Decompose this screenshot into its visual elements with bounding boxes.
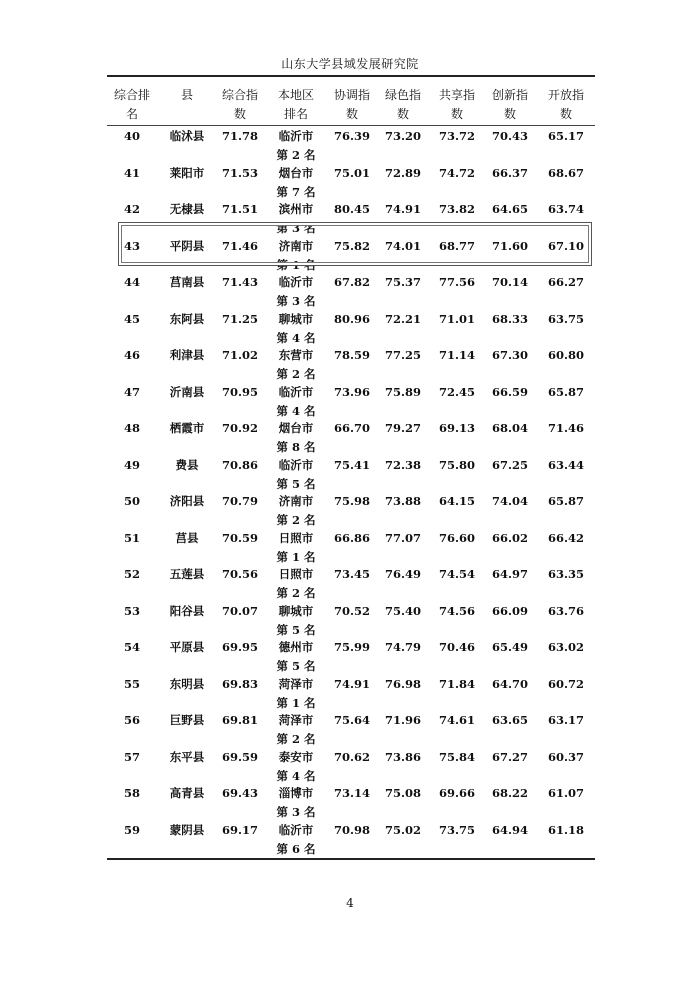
header-rank-line2: 名 bbox=[125, 107, 138, 121]
cell-city: 聊城市 bbox=[278, 603, 314, 618]
cell-local-rank bbox=[268, 821, 324, 859]
cell-coord: 78.59 bbox=[333, 348, 370, 362]
cell-local-rank bbox=[268, 456, 324, 494]
cell-city-rank: 第 1 名 bbox=[276, 695, 316, 710]
header-county-line1: 县 bbox=[180, 88, 193, 102]
cell-index: 71.78 bbox=[221, 129, 258, 143]
cell-local-rank bbox=[268, 419, 324, 457]
cell-rank: 43 bbox=[123, 238, 140, 253]
cell-city-rank: 第 3 名 bbox=[276, 805, 316, 819]
cell-coord: 80.96 bbox=[333, 311, 370, 326]
cell-rank: 52 bbox=[123, 567, 140, 581]
cell-city-rank: 第 7 名 bbox=[276, 184, 316, 199]
cell-local-rank bbox=[268, 748, 324, 786]
cell-rank: 40 bbox=[123, 129, 140, 143]
cell-coord: 70.52 bbox=[333, 603, 370, 618]
cell-county: 栖霞市 bbox=[169, 421, 205, 435]
cell-rank: 50 bbox=[123, 494, 140, 508]
cell-city: 临沂市 bbox=[278, 822, 314, 837]
cell-city: 德州市 bbox=[278, 640, 314, 654]
cell-green: 75.37 bbox=[384, 275, 421, 289]
cell-local-rank bbox=[268, 492, 324, 530]
cell-rank: 41 bbox=[123, 165, 140, 180]
cell-open: 60.80 bbox=[547, 348, 584, 362]
page-number: 4 bbox=[346, 896, 354, 910]
cell-city: 聊城市 bbox=[278, 311, 314, 326]
cell-rank: 57 bbox=[123, 749, 140, 764]
cell-share: 73.82 bbox=[438, 202, 475, 216]
header-county-line2 bbox=[159, 105, 215, 124]
cell-open: 60.72 bbox=[547, 676, 584, 691]
cell-green: 77.07 bbox=[384, 530, 421, 545]
cell-city: 淄博市 bbox=[278, 786, 314, 800]
cell-open: 63.74 bbox=[547, 202, 584, 216]
cell-innov: 64.65 bbox=[491, 202, 528, 216]
cell-index: 70.07 bbox=[221, 603, 258, 618]
cell-city: 滨州市 bbox=[278, 202, 314, 216]
cell-share: 71.84 bbox=[438, 676, 475, 691]
cell-coord: 75.99 bbox=[333, 640, 370, 654]
cell-county: 无棣县 bbox=[169, 202, 205, 216]
cell-county: 东明县 bbox=[169, 676, 205, 691]
header-open-line1: 开放指 bbox=[547, 88, 584, 102]
header-index-line2: 数 bbox=[233, 107, 246, 121]
cell-green: 74.01 bbox=[384, 238, 421, 253]
cell-rank: 58 bbox=[123, 786, 140, 800]
cell-innov: 64.97 bbox=[491, 567, 528, 581]
cell-open: 63.44 bbox=[547, 457, 584, 472]
cell-rank: 49 bbox=[123, 457, 140, 472]
cell-local-rank bbox=[268, 164, 324, 202]
cell-local-rank bbox=[268, 127, 324, 165]
header-rule bbox=[107, 75, 595, 77]
cell-innov: 67.25 bbox=[491, 457, 528, 472]
cell-coord: 66.86 bbox=[333, 530, 370, 545]
cell-city-rank: 第 8 名 bbox=[276, 440, 316, 454]
header-rank-line1: 综合排 bbox=[113, 88, 150, 102]
cell-city-rank: 第 1 名 bbox=[276, 257, 316, 272]
cell-city-rank: 第 2 名 bbox=[276, 732, 316, 746]
cell-rank: 46 bbox=[123, 348, 140, 362]
cell-coord: 73.14 bbox=[333, 786, 370, 800]
cell-innov: 68.04 bbox=[491, 421, 528, 435]
header-innov-line2: 数 bbox=[503, 107, 516, 121]
cell-share: 70.46 bbox=[438, 640, 475, 654]
cell-county: 高青县 bbox=[169, 786, 205, 800]
cell-open: 65.87 bbox=[547, 494, 584, 508]
cell-local-rank bbox=[268, 602, 324, 640]
cell-open: 66.27 bbox=[547, 275, 584, 289]
cell-city-rank: 第 3 名 bbox=[276, 221, 316, 235]
cell-coord: 75.41 bbox=[333, 457, 370, 472]
cell-coord: 75.98 bbox=[333, 494, 370, 508]
cell-index: 70.95 bbox=[221, 384, 258, 399]
table-header-rule bbox=[107, 125, 595, 126]
header-coord-line2: 数 bbox=[345, 107, 358, 121]
cell-rank: 53 bbox=[123, 603, 140, 618]
cell-index: 70.56 bbox=[221, 567, 258, 581]
header-index bbox=[212, 86, 268, 124]
cell-city-rank: 第 4 名 bbox=[276, 768, 316, 783]
cell-local-rank bbox=[268, 273, 324, 311]
cell-city-rank: 第 1 名 bbox=[276, 549, 316, 564]
cell-rank: 51 bbox=[123, 530, 140, 545]
cell-innov: 68.22 bbox=[491, 786, 528, 800]
cell-local-rank bbox=[268, 310, 324, 348]
cell-innov: 71.60 bbox=[491, 238, 528, 253]
cell-county: 东阿县 bbox=[169, 311, 205, 326]
cell-coord: 80.45 bbox=[333, 202, 370, 216]
cell-county: 阳谷县 bbox=[169, 603, 205, 618]
cell-city: 济南市 bbox=[278, 494, 314, 508]
cell-county: 蒙阴县 bbox=[169, 822, 205, 837]
cell-index: 69.43 bbox=[221, 786, 258, 800]
cell-city-rank: 第 5 名 bbox=[276, 659, 316, 673]
cell-county: 莱阳市 bbox=[169, 165, 205, 180]
cell-county: 济阳县 bbox=[169, 494, 205, 508]
cell-green: 72.21 bbox=[384, 311, 421, 326]
cell-rank: 45 bbox=[123, 311, 140, 326]
cell-city: 临沂市 bbox=[278, 275, 314, 289]
cell-coord: 66.70 bbox=[333, 421, 370, 435]
header-county bbox=[159, 86, 215, 124]
cell-innov: 66.09 bbox=[491, 603, 528, 618]
cell-city-rank: 第 4 名 bbox=[276, 330, 316, 345]
cell-city-rank: 第 4 名 bbox=[276, 403, 316, 418]
cell-green: 75.02 bbox=[384, 822, 421, 837]
cell-innov: 65.49 bbox=[491, 640, 528, 654]
cell-county: 沂南县 bbox=[169, 384, 205, 399]
cell-county: 平阴县 bbox=[169, 238, 205, 253]
cell-share: 71.01 bbox=[438, 311, 475, 326]
highlight-box bbox=[118, 222, 592, 266]
cell-open: 61.07 bbox=[547, 786, 584, 800]
cell-rank: 56 bbox=[123, 713, 140, 727]
cell-green: 74.91 bbox=[384, 202, 421, 216]
cell-coord: 67.82 bbox=[333, 275, 370, 289]
cell-city: 临沂市 bbox=[278, 457, 314, 472]
cell-coord: 75.82 bbox=[333, 238, 370, 253]
header-open-line2: 数 bbox=[559, 107, 572, 121]
cell-share: 77.56 bbox=[438, 275, 475, 289]
cell-index: 70.59 bbox=[221, 530, 258, 545]
cell-coord: 75.64 bbox=[333, 713, 370, 727]
cell-green: 72.89 bbox=[384, 165, 421, 180]
cell-city: 日照市 bbox=[278, 567, 314, 581]
cell-city: 烟台市 bbox=[278, 165, 314, 180]
cell-innov: 66.37 bbox=[491, 165, 528, 180]
cell-open: 61.18 bbox=[547, 822, 584, 837]
cell-green: 75.08 bbox=[384, 786, 421, 800]
cell-county: 临沭县 bbox=[169, 129, 205, 143]
cell-green: 73.20 bbox=[384, 129, 421, 143]
cell-city-rank: 第 3 名 bbox=[276, 294, 316, 308]
cell-green: 73.88 bbox=[384, 494, 421, 508]
cell-city: 东营市 bbox=[278, 348, 314, 362]
header-green-line1: 绿色指 bbox=[384, 88, 421, 102]
cell-index: 70.92 bbox=[221, 421, 258, 435]
cell-green: 71.96 bbox=[384, 713, 421, 727]
header-innov-line1: 创新指 bbox=[491, 88, 528, 102]
cell-rank: 59 bbox=[123, 822, 140, 837]
cell-rank: 48 bbox=[123, 421, 140, 435]
cell-local-rank bbox=[268, 565, 324, 603]
cell-city: 济南市 bbox=[278, 238, 314, 253]
cell-open: 63.35 bbox=[547, 567, 584, 581]
cell-index: 69.95 bbox=[221, 640, 258, 654]
cell-city: 日照市 bbox=[278, 530, 314, 545]
cell-county: 东平县 bbox=[169, 749, 205, 764]
cell-innov: 63.65 bbox=[491, 713, 528, 727]
header-open bbox=[538, 86, 594, 124]
cell-share: 69.66 bbox=[438, 786, 475, 800]
cell-open: 60.37 bbox=[547, 749, 584, 764]
cell-share: 76.60 bbox=[438, 530, 475, 545]
cell-county: 五莲县 bbox=[169, 567, 205, 581]
cell-index: 69.83 bbox=[221, 676, 258, 691]
header-green bbox=[375, 86, 431, 124]
cell-coord: 76.39 bbox=[333, 129, 370, 143]
cell-local-rank bbox=[268, 711, 324, 749]
cell-city: 烟台市 bbox=[278, 421, 314, 435]
cell-innov: 66.02 bbox=[491, 530, 528, 545]
cell-innov: 67.30 bbox=[491, 348, 528, 362]
cell-coord: 73.96 bbox=[333, 384, 370, 399]
cell-rank: 54 bbox=[123, 640, 140, 654]
cell-share: 75.80 bbox=[438, 457, 475, 472]
cell-index: 70.86 bbox=[221, 457, 258, 472]
cell-open: 67.10 bbox=[547, 238, 584, 253]
cell-index: 70.79 bbox=[221, 494, 258, 508]
cell-green: 73.86 bbox=[384, 749, 421, 764]
cell-innov: 70.14 bbox=[491, 275, 528, 289]
cell-city-rank: 第 2 名 bbox=[276, 367, 316, 381]
cell-index: 71.25 bbox=[221, 311, 258, 326]
cell-green: 72.38 bbox=[384, 457, 421, 472]
cell-local-rank bbox=[268, 675, 324, 713]
header-local-rank bbox=[268, 86, 324, 124]
cell-innov: 74.04 bbox=[491, 494, 528, 508]
cell-county: 费县 bbox=[175, 457, 199, 472]
cell-city-rank: 第 5 名 bbox=[276, 476, 316, 491]
cell-coord: 73.45 bbox=[333, 567, 370, 581]
cell-green: 79.27 bbox=[384, 421, 421, 435]
cell-city-rank: 第 2 名 bbox=[276, 513, 316, 527]
cell-open: 71.46 bbox=[547, 421, 584, 435]
header-share-line1: 共享指 bbox=[438, 88, 475, 102]
cell-rank: 47 bbox=[123, 384, 140, 399]
cell-index: 69.17 bbox=[221, 822, 258, 837]
cell-open: 65.17 bbox=[547, 129, 584, 143]
cell-green: 76.98 bbox=[384, 676, 421, 691]
cell-share: 68.77 bbox=[438, 238, 475, 253]
cell-green: 75.40 bbox=[384, 603, 421, 618]
page-header-title: 山东大学县域发展研究院 bbox=[281, 57, 419, 71]
header-index-line1: 综合指 bbox=[221, 88, 258, 102]
cell-open: 63.76 bbox=[547, 603, 584, 618]
cell-innov: 66.59 bbox=[491, 384, 528, 399]
cell-index: 69.81 bbox=[221, 713, 258, 727]
cell-innov: 68.33 bbox=[491, 311, 528, 326]
cell-share: 69.13 bbox=[438, 421, 475, 435]
cell-city-rank: 第 6 名 bbox=[276, 841, 316, 856]
cell-share: 73.72 bbox=[438, 129, 475, 143]
cell-share: 73.75 bbox=[438, 822, 475, 837]
cell-index: 71.02 bbox=[221, 348, 258, 362]
cell-county: 莒南县 bbox=[169, 275, 205, 289]
cell-local-rank bbox=[268, 638, 324, 676]
cell-index: 71.43 bbox=[221, 275, 258, 289]
cell-open: 63.02 bbox=[547, 640, 584, 654]
cell-green: 74.79 bbox=[384, 640, 421, 654]
header-innov bbox=[482, 86, 538, 124]
cell-city: 菏泽市 bbox=[278, 713, 314, 727]
cell-county: 巨野县 bbox=[169, 713, 205, 727]
cell-local-rank bbox=[268, 383, 324, 421]
cell-city: 临沂市 bbox=[278, 384, 314, 399]
cell-open: 66.42 bbox=[547, 530, 584, 545]
cell-local-rank bbox=[268, 784, 324, 822]
cell-share: 74.54 bbox=[438, 567, 475, 581]
cell-city: 泰安市 bbox=[278, 749, 314, 764]
cell-coord: 70.98 bbox=[333, 822, 370, 837]
cell-city-rank: 第 2 名 bbox=[276, 148, 316, 162]
cell-index: 69.59 bbox=[221, 749, 258, 764]
cell-innov: 70.43 bbox=[491, 129, 528, 143]
cell-share: 71.14 bbox=[438, 348, 475, 362]
cell-index: 71.51 bbox=[221, 202, 258, 216]
cell-coord: 74.91 bbox=[333, 676, 370, 691]
cell-local-rank bbox=[268, 346, 324, 384]
cell-open: 63.17 bbox=[547, 713, 584, 727]
header-coord-line1: 协调指 bbox=[333, 88, 370, 102]
header-share-line2: 数 bbox=[450, 107, 463, 121]
cell-index: 71.53 bbox=[221, 165, 258, 180]
cell-innov: 64.70 bbox=[491, 676, 528, 691]
cell-share: 64.15 bbox=[438, 494, 475, 508]
cell-rank: 55 bbox=[123, 676, 140, 691]
cell-open: 63.75 bbox=[547, 311, 584, 326]
cell-county: 利津县 bbox=[169, 348, 205, 362]
cell-city: 临沂市 bbox=[278, 129, 314, 143]
cell-city: 菏泽市 bbox=[278, 676, 314, 691]
header-share bbox=[429, 86, 485, 124]
cell-rank: 44 bbox=[123, 275, 140, 289]
cell-green: 75.89 bbox=[384, 384, 421, 399]
cell-index: 71.46 bbox=[221, 238, 258, 253]
cell-city-rank: 第 5 名 bbox=[276, 622, 316, 637]
cell-county: 平原县 bbox=[169, 640, 205, 654]
cell-innov: 67.27 bbox=[491, 749, 528, 764]
header-rank bbox=[104, 86, 160, 124]
cell-green: 76.49 bbox=[384, 567, 421, 581]
cell-share: 74.72 bbox=[438, 165, 475, 180]
cell-county: 莒县 bbox=[175, 530, 199, 545]
cell-open: 65.87 bbox=[547, 384, 584, 399]
header-coord bbox=[324, 86, 380, 124]
cell-share: 75.84 bbox=[438, 749, 475, 764]
cell-city-rank: 第 2 名 bbox=[276, 586, 316, 600]
cell-share: 74.56 bbox=[438, 603, 475, 618]
cell-innov: 64.94 bbox=[491, 822, 528, 837]
cell-coord: 75.01 bbox=[333, 165, 370, 180]
cell-share: 74.61 bbox=[438, 713, 475, 727]
cell-coord: 70.62 bbox=[333, 749, 370, 764]
table-bottom-rule bbox=[107, 858, 595, 860]
header-local-rank-line2: 排名 bbox=[283, 107, 308, 121]
cell-share: 72.45 bbox=[438, 384, 475, 399]
header-green-line2: 数 bbox=[396, 107, 409, 121]
header-local-rank-line1: 本地区 bbox=[277, 88, 314, 102]
cell-open: 68.67 bbox=[547, 165, 584, 180]
cell-green: 77.25 bbox=[384, 348, 421, 362]
cell-local-rank bbox=[268, 529, 324, 567]
cell-rank: 42 bbox=[123, 202, 140, 216]
